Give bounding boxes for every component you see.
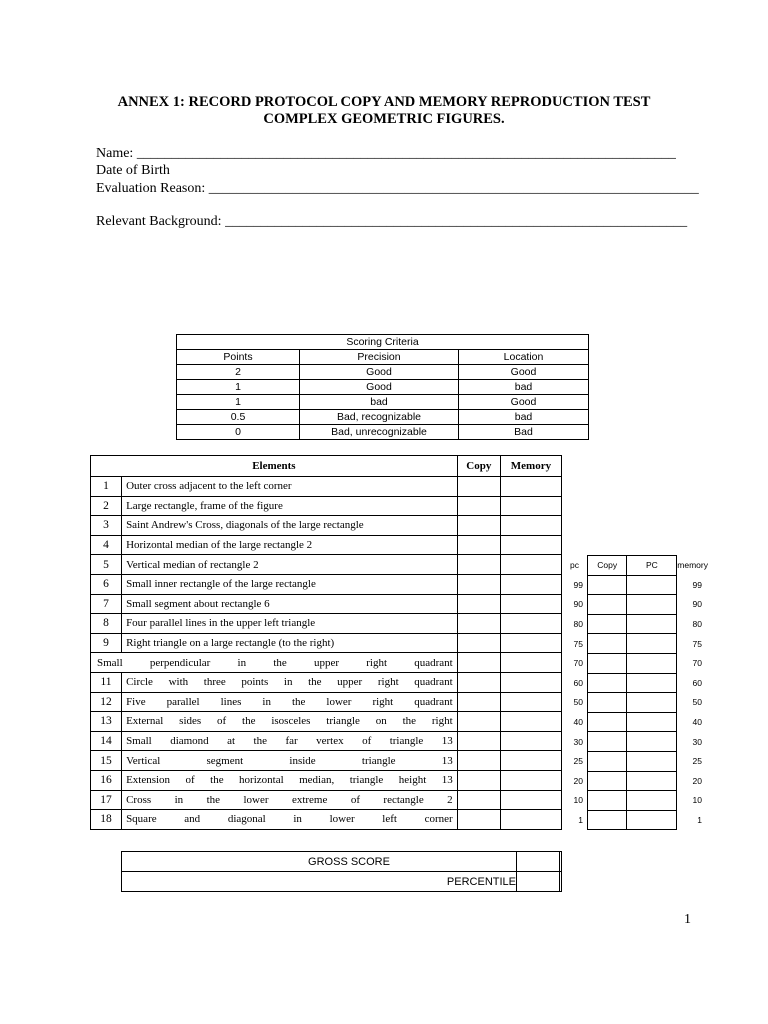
element-word: segment <box>206 754 244 767</box>
element-text-span: Horizontal median of the large rectangle 2 <box>126 539 313 552</box>
pct-memory-cell[interactable] <box>627 771 677 791</box>
element-number: 7 <box>91 594 122 614</box>
pc-value: 99 <box>562 575 588 595</box>
element-text-words <box>126 735 457 747</box>
element-row <box>91 672 562 692</box>
element-copy-cell[interactable] <box>457 653 500 673</box>
element-memory-cell[interactable] <box>500 770 561 790</box>
element-word: inside <box>289 754 316 767</box>
element-text <box>122 516 458 536</box>
name-field[interactable]: Name: _____________________________________________________________________________ <box>96 146 676 161</box>
pc-value-right: 70 <box>677 653 708 673</box>
pc-value-right: 50 <box>677 693 708 713</box>
element-row <box>91 770 562 790</box>
pct-copy-cell[interactable] <box>588 791 627 811</box>
element-memory-cell[interactable] <box>500 574 561 594</box>
element-number: 5 <box>91 555 122 575</box>
criteria-cell: 1 <box>177 380 300 395</box>
pc-value: 25 <box>562 751 588 771</box>
element-word: extreme <box>291 793 328 806</box>
element-word: Five <box>126 695 146 708</box>
element-row <box>91 477 562 497</box>
element-row <box>91 692 562 712</box>
element-number: 15 <box>91 751 122 771</box>
percentile-row <box>562 575 708 595</box>
element-word: on <box>375 715 387 728</box>
element-copy-cell[interactable] <box>457 712 500 732</box>
element-word: at <box>227 735 236 748</box>
criteria-row <box>177 410 589 425</box>
scoring-criteria-table <box>176 334 589 440</box>
criteria-cell: Bad, unrecognizable <box>300 425 459 440</box>
memory-header: Memory <box>500 456 561 477</box>
pc-value-right: 20 <box>677 771 708 791</box>
element-word: lower <box>329 813 355 826</box>
element-word: triangle <box>349 774 384 787</box>
element-number: 9 <box>91 633 122 653</box>
element-text <box>122 535 458 555</box>
pct-memory-cell[interactable] <box>627 673 677 693</box>
element-copy-cell[interactable] <box>457 633 500 653</box>
element-number: 6 <box>91 574 122 594</box>
pc-value-right: 60 <box>677 673 708 693</box>
relevant-background-field[interactable]: Relevant Background: __________________________________________________________________ <box>96 214 688 229</box>
pct-copy-cell[interactable] <box>588 653 627 673</box>
element-word: rectangle <box>383 793 424 806</box>
element-row <box>91 594 562 614</box>
pc-value: 70 <box>562 653 588 673</box>
element-word: lower <box>243 793 269 806</box>
element-text-span: Small inner rectangle of the large rectangle <box>126 578 316 591</box>
element-text <box>122 477 458 497</box>
pct-memory-cell[interactable] <box>627 595 677 615</box>
element-word: corner <box>424 813 453 826</box>
element-number: 14 <box>91 731 122 751</box>
element-number: 16 <box>91 770 122 790</box>
percentile-row <box>562 614 708 634</box>
criteria-cell: 0 <box>177 425 300 440</box>
element-copy-cell[interactable] <box>457 770 500 790</box>
gross-score-table <box>121 851 562 892</box>
element-word: quadrant <box>414 656 453 669</box>
element-number: 11 <box>91 672 122 692</box>
element-word: Square <box>126 813 157 826</box>
element-word: horizontal <box>239 774 284 787</box>
percentile-row <box>562 595 708 615</box>
element-text <box>122 810 458 830</box>
pct-pc-label: PC <box>645 560 658 571</box>
percentile-table <box>562 555 708 830</box>
element-word: of <box>185 774 195 787</box>
elements-table <box>90 455 562 830</box>
element-word: the <box>402 715 417 728</box>
element-word: External <box>126 715 164 728</box>
element-word: and <box>184 813 201 826</box>
criteria-cell: 0.5 <box>177 410 300 425</box>
element-memory-cell[interactable] <box>500 692 561 712</box>
criteria-row <box>177 380 589 395</box>
pc-value-right: 90 <box>677 595 708 615</box>
percentile-row <box>562 771 708 791</box>
element-copy-cell[interactable] <box>457 790 500 810</box>
criteria-caption: Scoring Criteria <box>177 335 589 350</box>
criteria-row <box>177 425 589 440</box>
element-word: median, <box>299 774 335 787</box>
element-copy-cell[interactable] <box>457 477 500 497</box>
element-row <box>91 496 562 516</box>
percentile-label: PERCENTILE <box>122 872 517 892</box>
element-number: 13 <box>91 712 122 732</box>
element-text-span: Four parallel lines in the upper left triangle <box>126 617 316 630</box>
pct-memory-header: memory <box>677 556 708 576</box>
element-row <box>91 810 562 830</box>
pc-value: 10 <box>562 791 588 811</box>
element-memory-cell[interactable] <box>500 672 561 692</box>
elements-header: Elements <box>91 456 458 477</box>
pc-value: 1 <box>562 810 588 830</box>
pc-value: 50 <box>562 693 588 713</box>
percentile-memory-cell[interactable] <box>560 872 562 892</box>
element-text <box>91 653 458 673</box>
element-copy-cell[interactable] <box>457 672 500 692</box>
pct-memory-cell[interactable] <box>627 575 677 595</box>
element-word: in <box>262 695 271 708</box>
document-title-line1: ANNEX 1: RECORD PROTOCOL COPY AND MEMORY REPRODUCTION TEST <box>117 94 651 110</box>
pct-memory-cell[interactable] <box>627 634 677 654</box>
element-word: 2 <box>447 793 453 806</box>
pc-value-right: 99 <box>677 575 708 595</box>
pct-memory-cell[interactable] <box>627 653 677 673</box>
pct-copy-cell[interactable] <box>588 693 627 713</box>
element-text <box>122 574 458 594</box>
element-text-span: Small segment about rectangle 6 <box>126 597 270 610</box>
pct-memory-cell[interactable] <box>627 751 677 771</box>
element-word: in <box>174 793 184 806</box>
pct-memory-cell[interactable] <box>627 732 677 752</box>
element-copy-cell[interactable] <box>457 594 500 614</box>
element-word: points <box>241 676 269 689</box>
element-copy-cell[interactable] <box>457 810 500 830</box>
element-word: lines <box>220 695 242 708</box>
element-text <box>122 555 458 575</box>
pct-copy-cell[interactable] <box>588 614 627 634</box>
pc-value-right: 30 <box>677 732 708 752</box>
element-word: triangle <box>361 754 396 767</box>
element-copy-cell[interactable] <box>457 614 500 634</box>
element-memory-cell[interactable] <box>500 751 561 771</box>
element-memory-cell[interactable] <box>500 653 561 673</box>
element-word: right <box>372 695 394 708</box>
element-text <box>122 770 458 790</box>
criteria-header-location: Location <box>459 350 589 365</box>
element-number: 1 <box>91 477 122 497</box>
element-word: perpendicular <box>149 656 211 669</box>
element-text <box>122 712 458 732</box>
pct-copy-cell[interactable] <box>588 771 627 791</box>
element-word: the <box>242 715 256 728</box>
element-memory-cell[interactable] <box>500 535 561 555</box>
criteria-cell: Bad, recognizable <box>300 410 459 425</box>
element-memory-cell[interactable] <box>500 731 561 751</box>
criteria-cell: Good <box>300 380 459 395</box>
percentile-row <box>562 810 708 830</box>
element-text-span: Outer cross adjacent to the left corner <box>126 480 292 493</box>
pct-copy-cell[interactable] <box>588 712 627 732</box>
criteria-cell: 2 <box>177 365 300 380</box>
percentile-row <box>562 751 708 771</box>
pc-value-right: 40 <box>677 712 708 732</box>
element-word: of <box>350 793 360 806</box>
element-number: 18 <box>91 810 122 830</box>
element-number: 3 <box>91 516 122 536</box>
element-word: Small <box>126 735 152 748</box>
pc-value-right: 1 <box>677 810 708 830</box>
pc-value: 90 <box>562 595 588 615</box>
pct-copy-cell[interactable] <box>588 673 627 693</box>
element-word: triangle <box>389 735 424 748</box>
element-copy-cell[interactable] <box>457 535 500 555</box>
criteria-cell: Bad <box>459 425 589 440</box>
criteria-cell: 1 <box>177 395 300 410</box>
pct-copy-cell[interactable] <box>588 751 627 771</box>
pc-value: 80 <box>562 614 588 634</box>
element-word: the <box>253 735 267 748</box>
element-word: of <box>217 715 227 728</box>
percentile-row <box>562 673 708 693</box>
pc-value: 75 <box>562 634 588 654</box>
element-number: 17 <box>91 790 122 810</box>
element-word: upper <box>337 676 363 689</box>
element-row <box>91 653 562 673</box>
element-memory-cell[interactable] <box>500 712 561 732</box>
percentile-row <box>562 732 708 752</box>
element-word: right <box>366 656 387 669</box>
element-word: 13 <box>441 735 453 748</box>
element-word: in <box>293 813 302 826</box>
element-word: in <box>283 676 293 689</box>
pct-copy-cell[interactable] <box>588 575 627 595</box>
element-text-words <box>126 794 457 806</box>
element-word: quadrant <box>414 695 453 708</box>
element-text-span: Large rectangle, frame of the figure <box>126 499 283 512</box>
pct-copy-cell[interactable] <box>588 732 627 752</box>
element-word: diagonal <box>227 813 266 826</box>
element-text <box>122 672 458 692</box>
element-copy-cell[interactable] <box>457 692 500 712</box>
element-row <box>91 712 562 732</box>
copy-header: Copy <box>457 456 500 477</box>
pc-header: pc <box>562 556 588 576</box>
element-word: three <box>203 676 226 689</box>
element-word: sides <box>179 715 202 728</box>
element-word: Cross <box>126 793 152 806</box>
pct-copy-cell[interactable] <box>588 595 627 615</box>
criteria-cell: bad <box>300 395 459 410</box>
pc-value: 30 <box>562 732 588 752</box>
element-word: quadrant <box>414 676 453 689</box>
element-word: vertex <box>316 735 344 748</box>
percentile-row <box>562 653 708 673</box>
element-copy-cell[interactable] <box>457 731 500 751</box>
evaluation-reason-field[interactable]: Evaluation Reason: ______________________________________________________________________ <box>96 181 699 196</box>
element-word: with <box>168 676 189 689</box>
element-word: height <box>398 774 427 787</box>
pc-value-right: 25 <box>677 751 708 771</box>
element-word: right <box>377 676 399 689</box>
criteria-cell: Good <box>300 365 459 380</box>
element-copy-cell[interactable] <box>457 516 500 536</box>
element-word: Circle <box>126 676 153 689</box>
element-row <box>91 535 562 555</box>
element-word: diamond <box>170 735 209 748</box>
criteria-header-precision: Precision <box>300 350 459 365</box>
element-word: lower <box>326 695 352 708</box>
percentile-row <box>562 712 708 732</box>
element-word: the <box>291 695 306 708</box>
element-word: the <box>273 656 287 669</box>
element-word: parallel <box>166 695 200 708</box>
percentile-row <box>562 791 708 811</box>
element-word: the <box>210 774 224 787</box>
element-copy-cell[interactable] <box>457 751 500 771</box>
element-number: 2 <box>91 496 122 516</box>
element-row <box>91 751 562 771</box>
percentile-row <box>562 693 708 713</box>
element-text-span: Saint Andrew's Cross, diagonals of the large rectangle <box>126 519 364 532</box>
pct-memory-cell[interactable] <box>627 791 677 811</box>
date-of-birth-field[interactable]: Date of Birth <box>96 163 170 178</box>
element-copy-cell[interactable] <box>457 555 500 575</box>
element-text-span: Right triangle on a large rectangle (to the right) <box>126 637 335 650</box>
element-word: of <box>362 735 372 748</box>
pc-value: 20 <box>562 771 588 791</box>
pct-copy-header: Copy <box>588 556 627 576</box>
element-memory-cell[interactable] <box>500 614 561 634</box>
element-row <box>91 555 562 575</box>
element-text-words <box>126 696 457 708</box>
element-text <box>122 633 458 653</box>
element-memory-cell[interactable] <box>500 496 561 516</box>
pct-memory-cell[interactable] <box>627 810 677 830</box>
element-memory-cell[interactable] <box>500 555 561 575</box>
element-word: Vertical <box>126 754 161 767</box>
gross-score-copy-cell[interactable] <box>517 852 560 872</box>
element-number: 8 <box>91 614 122 634</box>
pc-value: 40 <box>562 712 588 732</box>
element-row <box>91 614 562 634</box>
element-text-words <box>126 715 457 727</box>
element-memory-cell[interactable] <box>500 810 561 830</box>
element-word: triangle <box>326 715 360 728</box>
criteria-cell: Good <box>459 365 589 380</box>
element-word: Small <box>97 656 123 669</box>
pct-memory-cell[interactable] <box>627 614 677 634</box>
element-word: the <box>206 793 221 806</box>
document-title-line2: COMPLEX GEOMETRIC FIGURES. <box>263 111 505 127</box>
element-word: in <box>237 656 247 669</box>
element-row <box>91 574 562 594</box>
element-memory-cell[interactable] <box>500 790 561 810</box>
element-row <box>91 516 562 536</box>
element-text <box>122 731 458 751</box>
element-text-words <box>126 774 457 786</box>
criteria-cell: Good <box>459 395 589 410</box>
element-memory-cell[interactable] <box>500 477 561 497</box>
element-text-words <box>97 657 457 669</box>
element-text-span: Vertical median of rectangle 2 <box>126 558 259 571</box>
gross-score-label: GROSS SCORE <box>122 852 517 872</box>
element-text <box>122 751 458 771</box>
element-text-words <box>126 676 457 688</box>
element-word: 13 <box>441 754 453 767</box>
criteria-cell: bad <box>459 380 589 395</box>
element-text-words <box>126 755 457 767</box>
pc-value-right: 80 <box>677 614 708 634</box>
element-word: the <box>308 676 322 689</box>
element-text <box>122 594 458 614</box>
gross-score-memory-cell[interactable] <box>560 852 562 872</box>
element-row <box>91 731 562 751</box>
page-number: 1 <box>684 912 691 927</box>
element-word: right <box>431 715 453 728</box>
element-memory-cell[interactable] <box>500 633 561 653</box>
criteria-row <box>177 395 589 410</box>
pct-memory-cell[interactable] <box>627 712 677 732</box>
element-word: 13 <box>441 774 453 787</box>
pct-copy-cell[interactable] <box>588 634 627 654</box>
element-memory-cell[interactable] <box>500 594 561 614</box>
element-word: far <box>285 735 298 748</box>
criteria-row <box>177 365 589 380</box>
element-text <box>122 692 458 712</box>
pct-pc-header <box>627 556 677 576</box>
pc-value-right: 75 <box>677 634 708 654</box>
element-row <box>91 633 562 653</box>
percentile-row <box>562 634 708 654</box>
element-memory-cell[interactable] <box>500 516 561 536</box>
element-word: left <box>382 813 397 826</box>
element-word: Extension <box>126 774 171 787</box>
pct-copy-cell[interactable] <box>588 810 627 830</box>
element-row <box>91 790 562 810</box>
element-number: 4 <box>91 535 122 555</box>
element-number: 12 <box>91 692 122 712</box>
element-text <box>122 790 458 810</box>
criteria-header-points: Points <box>177 350 300 365</box>
element-text-words <box>126 813 457 825</box>
pc-value-right: 10 <box>677 791 708 811</box>
pct-memory-cell[interactable] <box>627 693 677 713</box>
element-text <box>122 496 458 516</box>
element-copy-cell[interactable] <box>457 574 500 594</box>
percentile-copy-cell[interactable] <box>517 872 560 892</box>
criteria-cell: bad <box>459 410 589 425</box>
pc-value: 60 <box>562 673 588 693</box>
element-copy-cell[interactable] <box>457 496 500 516</box>
element-word: upper <box>313 656 340 669</box>
element-word: isosceles <box>271 715 311 728</box>
element-text <box>122 614 458 634</box>
